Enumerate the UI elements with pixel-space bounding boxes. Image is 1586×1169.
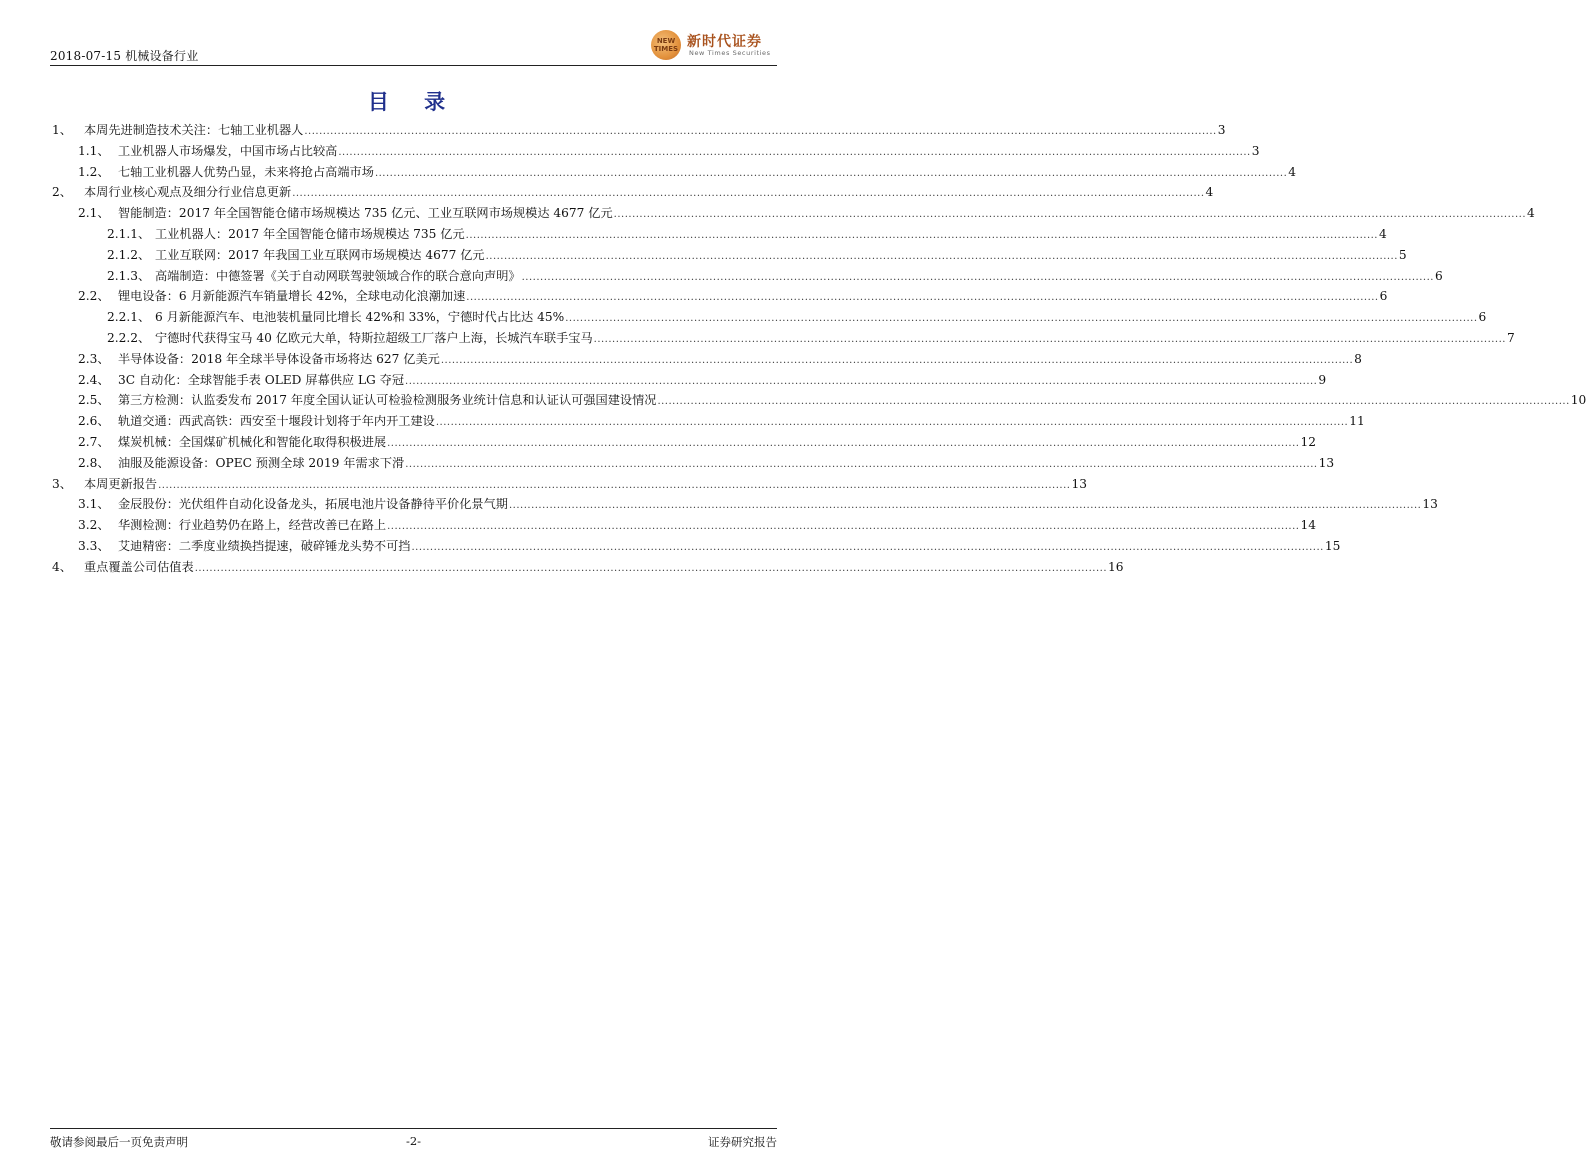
toc-entry-title: 高端制造：中德签署《关于自动网联驾驶领域合作的联合意向声明》 xyxy=(155,268,521,283)
toc-dot-leader xyxy=(405,376,1317,387)
toc-dot-leader xyxy=(486,251,1398,262)
toc-entry-page: 13 xyxy=(1422,497,1438,512)
toc-entry-title: 煤炭机械：全国煤矿机械化和智能化取得积极进展 xyxy=(118,434,387,449)
toc-entry-number: 1.1、 xyxy=(78,143,110,158)
toc-entry-number: 2.8、 xyxy=(78,455,110,470)
toc-entry-page: 12 xyxy=(1300,434,1316,449)
logo-seal-line1: NEW xyxy=(656,37,676,45)
toc-entry-title: 本周先进制造技术关注：七轴工业机器人 xyxy=(84,123,304,137)
toc-dot-leader xyxy=(509,500,1421,511)
toc-entry-title: 华测检测：行业趋势仍在路上，经营改善已在路上 xyxy=(118,518,387,533)
toc-dot-leader xyxy=(387,438,1299,449)
toc-entry-number: 4、 xyxy=(52,559,72,574)
toc-entry-number: 3、 xyxy=(52,476,72,491)
toc-entry-number: 1、 xyxy=(52,123,72,137)
toc-entry[interactable] xyxy=(52,163,1297,184)
toc-entry[interactable] xyxy=(52,391,1586,412)
toc-entry-page: 4 xyxy=(1378,226,1387,241)
toc-dot-leader xyxy=(594,334,1506,345)
toc-entry[interactable] xyxy=(52,121,1226,142)
toc-entry-page: 3 xyxy=(1251,143,1260,158)
logo-company-subtitle: New Times Securities xyxy=(689,49,771,57)
toc-entry-number: 2.1、 xyxy=(78,206,110,221)
toc-dot-leader xyxy=(292,188,1204,199)
toc-entry[interactable] xyxy=(52,433,1316,454)
toc-entry-page: 15 xyxy=(1324,538,1341,553)
toc-entry-number: 2.2、 xyxy=(78,289,110,304)
toc-entry-number: 3.1、 xyxy=(78,497,110,512)
toc-entry-page: 4 xyxy=(1288,164,1297,179)
toc-dot-leader xyxy=(522,272,1434,283)
toc-dot-leader xyxy=(405,459,1317,470)
toc-entry-number: 2.5、 xyxy=(78,393,110,408)
toc-entry-number: 3.2、 xyxy=(78,518,110,533)
toc-entry-number: 2.2.1、 xyxy=(107,310,151,325)
toc-entry-number: 2.4、 xyxy=(78,372,110,387)
toc-dot-leader xyxy=(565,313,1477,324)
table-of-contents xyxy=(52,121,1586,579)
toc-entry-title: 轨道交通：西武高铁：西安至十堰段计划将于年内开工建设 xyxy=(118,414,435,429)
toc-dot-leader xyxy=(375,168,1287,179)
toc-entry-number: 1.2、 xyxy=(78,164,110,179)
toc-entry-page: 6 xyxy=(1478,310,1487,325)
toc-entry-page: 7 xyxy=(1506,330,1515,345)
toc-entry-number: 3.3、 xyxy=(78,538,110,553)
toc-entry-page: 6 xyxy=(1379,289,1388,304)
logo-seal-line2: TIMES xyxy=(653,45,679,53)
toc-entry[interactable] xyxy=(52,537,1341,558)
toc-entry-page: 14 xyxy=(1300,518,1316,533)
toc-entry-page: 6 xyxy=(1434,268,1443,283)
toc-entry-title: 七轴工业机器人优势凸显，未来将抢占高端市场 xyxy=(118,164,374,179)
toc-entry-number: 2.1.1、 xyxy=(107,226,151,241)
page-header xyxy=(50,36,777,66)
toc-entry[interactable] xyxy=(52,412,1365,433)
toc-entry-title: 锂电设备：6 月新能源汽车销量增长 42%，全球电动化浪潮加速 xyxy=(118,289,466,304)
toc-entry-title: 半导体设备：2018 年全球半导体设备市场将达 627 亿美元 xyxy=(118,351,440,366)
toc-dot-leader xyxy=(466,292,1378,303)
toc-entry-page: 13 xyxy=(1071,476,1087,491)
toc-entry-title: 工业机器人市场爆发，中国市场占比较高 xyxy=(118,143,338,158)
toc-entry-title: 第三方检测：认监委发布 2017 年度全国认证认可检验检测服务业统计信息和认证认可强国建设情况 xyxy=(118,393,657,408)
toc-entry-number: 2.3、 xyxy=(78,351,110,366)
toc-entry-page: 3 xyxy=(1217,123,1226,137)
toc-dot-leader xyxy=(195,563,1107,574)
toc-entry[interactable] xyxy=(52,454,1335,475)
toc-dot-leader xyxy=(304,126,1216,137)
toc-dot-leader xyxy=(614,209,1526,220)
toc-entry[interactable] xyxy=(52,225,1387,246)
toc-entry[interactable] xyxy=(52,142,1260,163)
toc-entry[interactable] xyxy=(52,246,1407,267)
toc-entry[interactable] xyxy=(52,495,1438,516)
toc-entry-page: 4 xyxy=(1205,185,1214,200)
toc-entry-page: 10 xyxy=(1570,393,1586,408)
toc-entry[interactable] xyxy=(52,329,1515,350)
toc-entry-title: 重点覆盖公司估值表 xyxy=(84,559,194,574)
toc-dot-leader xyxy=(412,542,1324,553)
toc-entry[interactable] xyxy=(52,267,1443,288)
toc-dot-leader xyxy=(466,230,1378,241)
toc-entry-number: 2.6、 xyxy=(78,414,110,429)
toc-entry[interactable] xyxy=(52,558,1124,579)
toc-entry-title: 工业互联网：2017 年我国工业互联网市场规模达 4677 亿元 xyxy=(155,247,485,262)
toc-dot-leader xyxy=(338,147,1250,158)
toc-entry-number: 2.2.2、 xyxy=(107,330,151,345)
toc-dot-leader xyxy=(441,355,1353,366)
toc-entry-number: 2.1.3、 xyxy=(107,268,151,283)
logo-company-name: 新时代证券 xyxy=(687,34,762,50)
footer-disclaimer: 敬请参阅最后一页免责声明 xyxy=(50,1135,188,1149)
toc-entry-title: 3C 自动化：全球智能手表 OLED 屏幕供应 LG 夺冠 xyxy=(118,372,405,387)
toc-dot-leader xyxy=(387,521,1299,532)
toc-entry-page: 13 xyxy=(1318,455,1335,470)
toc-entry-title: 6 月新能源汽车、电池装机量同比增长 42%和 33%，宁德时代占比达 45% xyxy=(155,310,565,325)
toc-title: 目 录 xyxy=(367,90,460,114)
toc-entry-title: 本周行业核心观点及细分行业信息更新 xyxy=(84,185,292,200)
toc-entry[interactable] xyxy=(52,183,1214,204)
toc-entry-title: 金辰股份：光伏组件自动化设备龙头，拓展电池片设备静待平价化景气期 xyxy=(118,497,508,512)
toc-entry[interactable] xyxy=(52,371,1327,392)
toc-entry[interactable] xyxy=(52,350,1362,371)
footer-report-type: 证券研究报告 xyxy=(708,1135,777,1149)
toc-entry[interactable] xyxy=(52,204,1535,225)
logo-seal-icon xyxy=(651,30,681,60)
toc-entry-title: 艾迪精密：二季度业绩换挡提速，破碎锤龙头势不可挡 xyxy=(118,538,411,553)
toc-entry-page: 5 xyxy=(1398,247,1407,262)
toc-entry-page: 16 xyxy=(1108,559,1124,574)
toc-entry-number: 2、 xyxy=(52,185,72,200)
toc-entry-title: 智能制造：2017 年全国智能仓储市场规模达 735 亿元、工业互联网市场规模达 4677 亿元 xyxy=(118,206,613,221)
toc-entry-page: 8 xyxy=(1354,351,1362,366)
header-divider xyxy=(50,65,777,66)
toc-dot-leader xyxy=(657,396,1569,407)
toc-dot-leader xyxy=(436,417,1348,428)
toc-entry-title: 工业机器人：2017 年全国智能仓储市场规模达 735 亿元 xyxy=(155,226,465,241)
toc-entry[interactable] xyxy=(52,287,1388,308)
toc-entry-title: 宁德时代获得宝马 40 亿欧元大单，特斯拉超级工厂落户上海，长城汽车联手宝马 xyxy=(155,330,593,345)
header-date-industry: 2018-07-15 机械设备行业 xyxy=(50,49,199,63)
page-number: -2- xyxy=(405,1134,422,1148)
toc-dot-leader xyxy=(158,480,1070,491)
toc-entry-number: 2.1.2、 xyxy=(107,247,151,262)
toc-entry-title: 本周更新报告 xyxy=(84,476,158,491)
company-logo xyxy=(651,30,777,60)
toc-entry-page: 4 xyxy=(1527,206,1535,221)
page-footer xyxy=(50,1128,777,1151)
toc-entry[interactable] xyxy=(52,516,1316,537)
toc-entry-title: 油服及能源设备：OPEC 预测全球 2019 年需求下滑 xyxy=(118,455,405,470)
toc-entry[interactable] xyxy=(52,475,1087,496)
toc-entry-page: 9 xyxy=(1318,372,1327,387)
toc-entry-number: 2.7、 xyxy=(78,434,110,449)
toc-entry[interactable] xyxy=(52,308,1487,329)
toc-entry-page: 11 xyxy=(1349,414,1365,429)
